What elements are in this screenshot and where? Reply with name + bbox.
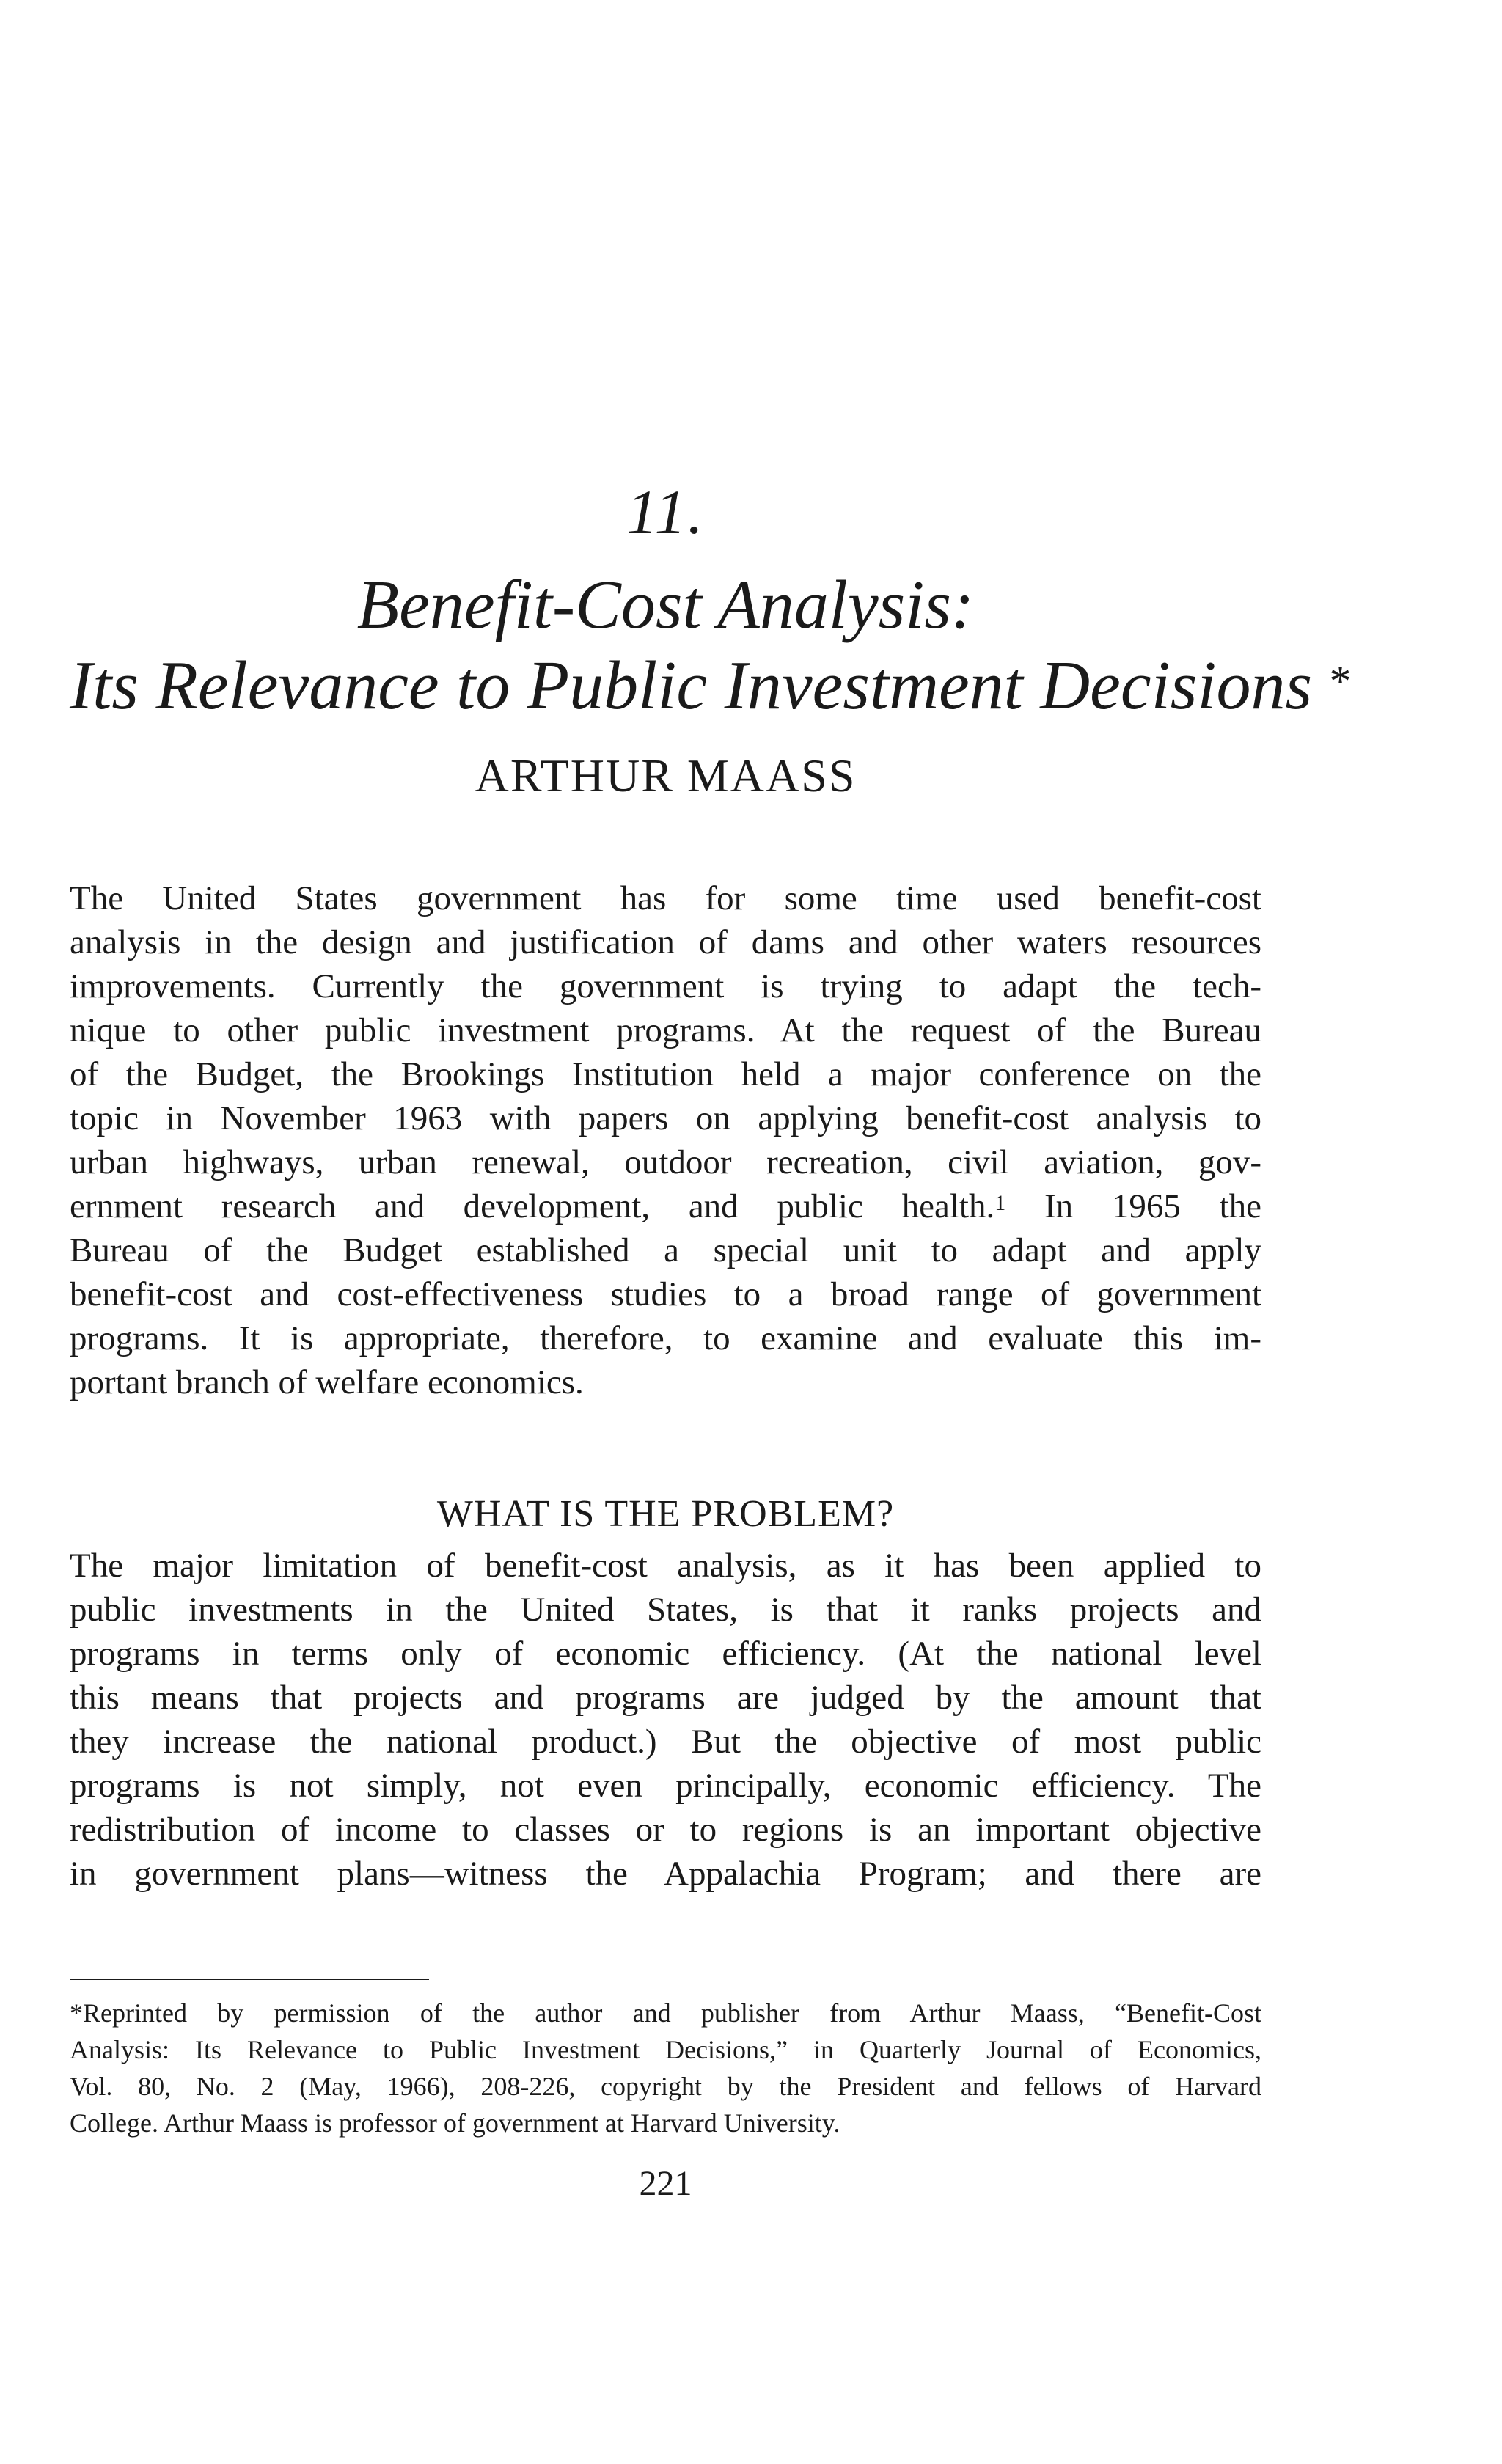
text-line: programs is not simply, not even principally, economic efficiency. The — [70, 1767, 1261, 1805]
text-line: topic in November 1963 with papers on applying benefit-cost analysis to — [70, 1099, 1261, 1137]
section-paragraph — [70, 1544, 1261, 1896]
chapter-title-line-1: Benefit-Cost Analysis: — [356, 567, 975, 643]
footnote-line: Vol. 80, No. 2 (May, 1966), 208-226, copyright by the President and fellows of Harvard — [70, 2072, 1261, 2101]
book-page — [70, 0, 1352, 2464]
text-line: programs in terms only of economic efficiency. (At the national level — [70, 1635, 1261, 1673]
chapter-title-text: Its Relevance to Public Investment Decisions — [70, 648, 1313, 724]
footnote — [70, 1995, 1261, 2141]
chapter-title-line-2 — [70, 645, 1352, 726]
author-name: ARTHUR MAASS — [475, 749, 857, 802]
text-segment: In 1965 the — [1044, 1187, 1261, 1225]
text-line: Bureau of the Budget established a special unit to adapt and apply — [70, 1231, 1261, 1269]
text-line: nique to other public investment programs. At the request of the Bureau — [70, 1011, 1261, 1049]
text-line: they increase the national product.) But the objective of most public — [70, 1723, 1261, 1761]
text-line: The United States government has for some time used benefit-cost — [70, 879, 1261, 917]
text-line: portant branch of welfare economics. — [70, 1363, 584, 1401]
text-line: analysis in the design and justification of dams and other waters resources — [70, 923, 1261, 961]
footnote-ref: 1 — [994, 1191, 1006, 1215]
text-line: programs. It is appropriate, therefore, to examine and evaluate this im- — [70, 1319, 1261, 1357]
section-heading: WHAT IS THE PROBLEM? — [436, 1493, 895, 1535]
text-line: of the Budget, the Brookings Institution held a major conference on the — [70, 1055, 1261, 1093]
text-line: benefit-cost and cost-effectiveness studies to a broad range of government — [70, 1275, 1261, 1313]
text-line: urban highways, urban renewal, outdoor recreation, civil aviation, gov- — [70, 1143, 1261, 1181]
text-line: this means that projects and programs are judged by the amount that — [70, 1679, 1261, 1717]
text-segment: ernment research and development, and public health. — [70, 1187, 995, 1225]
text-line: redistribution of income to classes or to regions is an important objective — [70, 1811, 1261, 1849]
text-line-with-footnote — [70, 1184, 1261, 1228]
footnote-line: Analysis: Its Relevance to Public Investment Decisions,” in Quarterly Journal of Economics, — [70, 2035, 1261, 2064]
text-line: The major limitation of benefit-cost analysis, as it has been applied to — [70, 1547, 1261, 1585]
text-line: in government plans—witness the Appalachia Program; and there are — [70, 1855, 1261, 1893]
text-line: public investments in the United States, is that it ranks projects and — [70, 1591, 1261, 1629]
title-footnote-marker: * — [1329, 657, 1352, 705]
footnote-line: *Reprinted by permission of the author and publisher from Arthur Maass, “Benefit-Cost — [70, 1998, 1261, 2028]
page-number: 221 — [639, 2164, 692, 2203]
intro-paragraph — [70, 876, 1261, 1404]
footnote-line: College. Arthur Maass is professor of government at Harvard University. — [70, 2108, 840, 2138]
footnote-divider — [70, 1979, 429, 1980]
chapter-number: 11. — [626, 477, 706, 547]
text-line: improvements. Currently the government is trying to adapt the tech- — [70, 967, 1261, 1005]
